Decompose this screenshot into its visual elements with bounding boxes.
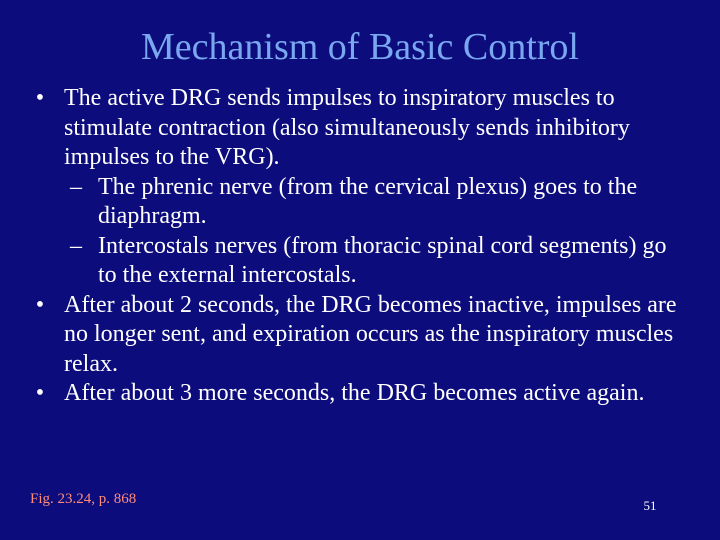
sub-item-2 xyxy=(30,232,690,291)
figure-reference: Fig. 23.24, p. 868 xyxy=(30,491,137,507)
sub-item-text: Intercostals nerves (from thoracic spinal cord segments) go to the external intercostals. xyxy=(98,232,667,288)
bullet-marker: • xyxy=(35,85,45,111)
sub-item-1 xyxy=(30,173,690,232)
bullet-item-1 xyxy=(30,84,690,173)
bullet-text: The active DRG sends impulses to inspiratory muscles to stimulate contraction (also simultaneously sends inhibitory impulses to the VRG). xyxy=(64,85,630,170)
bullet-marker: • xyxy=(35,291,45,318)
bullet-list xyxy=(30,84,690,409)
dash-marker: – xyxy=(70,173,82,200)
slide-title: Mechanism of Basic Control xyxy=(141,26,579,68)
bullet-marker: • xyxy=(35,380,45,406)
bullet-item-3 xyxy=(30,379,690,409)
sub-item-text: The phrenic nerve (from the cervical plexus) goes to the diaphragm. xyxy=(98,173,638,229)
bullet-item-2 xyxy=(30,291,690,380)
bullet-text: After about 2 seconds, the DRG becomes inactive, impulses are no longer sent, and expiration occurs as the inspiratory muscles relax. xyxy=(64,291,677,377)
bullet-text: After about 3 more seconds, the DRG becomes active again. xyxy=(64,380,645,406)
dash-marker: – xyxy=(70,232,82,259)
page-number: 51 xyxy=(643,498,657,513)
